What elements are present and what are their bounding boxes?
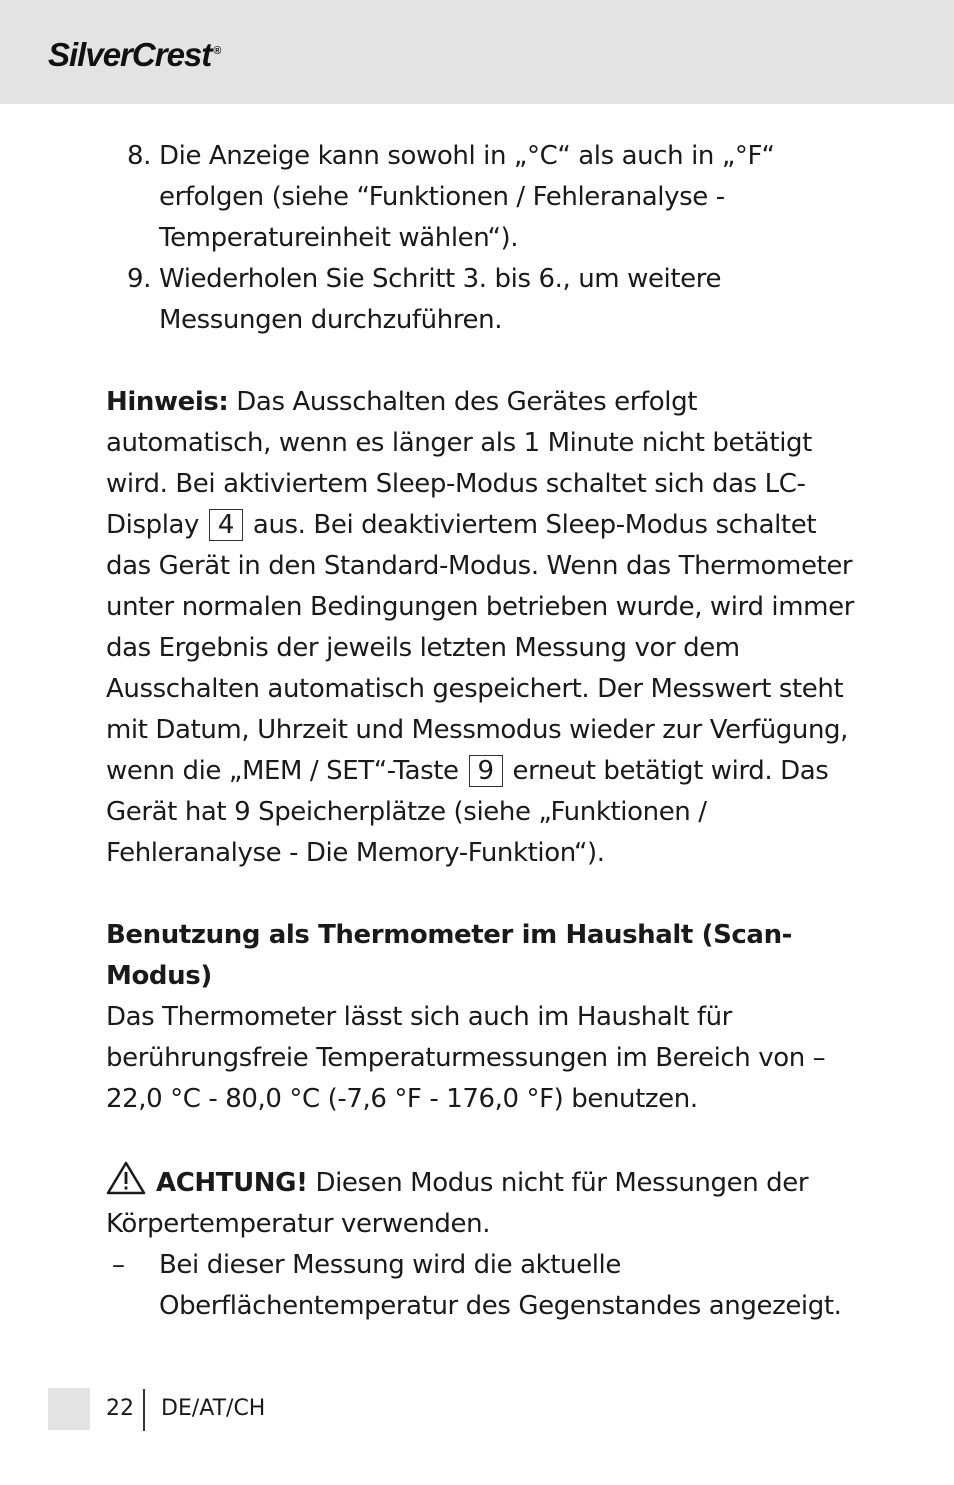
- list-item: [106, 1245, 856, 1327]
- brand-name: SilverCrest: [48, 36, 212, 73]
- page-header: [0, 0, 954, 104]
- note-label: Hinweis:: [106, 387, 229, 417]
- warning-triangle-icon: [106, 1161, 146, 1195]
- note-paragraph: [106, 382, 856, 874]
- note-text-3: erneut betätigt wird. Das Gerät hat 9 Speicherplätze (siehe „Funktionen / Fehleranalyse - Die Memory-Funktion“).: [106, 756, 829, 868]
- bullet-dash: –: [112, 1250, 125, 1280]
- reference-box-display: 4: [209, 509, 243, 541]
- warning-label: ACHTUNG!: [156, 1168, 308, 1198]
- step-8: [106, 136, 856, 259]
- brand-logo: [48, 36, 220, 74]
- region-label: DE/AT/CH: [161, 1396, 266, 1421]
- note-text-2: aus. Bei deaktiviertem Sleep-Modus schaltet das Gerät in den Standard-Modus. Wenn das Thermometer unter normalen Bedingungen betrieben wurde, wird immer das Ergebnis der jeweils letzten Messung vor dem Ausschalten automatisch gespeichert. Der Messwert steht mit Datum, Uhrzeit und Messmodus wieder zur Verfügung, wenn die „MEM / SET“-Taste: [106, 510, 854, 786]
- step-9: [106, 259, 856, 341]
- reference-box-mem-set: 9: [469, 755, 503, 787]
- footer-tab: [48, 1388, 90, 1430]
- section-body: Das Thermometer lässt sich auch im Haushalt für berührungsfreie Temperaturmessungen im Bereich von –22,0 °C - 80,0 °C (-7,6 °F - 176,0 °F) benutzen.: [106, 1002, 826, 1114]
- registered-mark: ®: [213, 45, 221, 57]
- step-number: 8.: [127, 141, 152, 171]
- warning-text: Diesen Modus nicht für Messungen der Körpertemperatur verwenden.: [106, 1168, 809, 1239]
- step-number: 9.: [127, 264, 152, 294]
- section-heading: Benutzung als Thermometer im Haushalt (Scan-Modus): [106, 920, 793, 991]
- footer-divider: [143, 1389, 145, 1431]
- page-content: [106, 136, 856, 1327]
- step-text: Die Anzeige kann sowohl in „°C“ als auch in „°F“ erfolgen (siehe “Funktionen / Fehleranalyse - Temperatureinheit wählen“).: [159, 141, 775, 253]
- page-number: 22: [106, 1396, 134, 1421]
- bullet-text: Bei dieser Messung wird die aktuelle Oberflächentemperatur des Gegenstandes angezeigt.: [159, 1250, 842, 1321]
- step-text: Wiederholen Sie Schritt 3. bis 6., um weitere Messungen durchzuführen.: [159, 264, 722, 335]
- note-text-1: Das Ausschalten des Gerätes erfolgt automatisch, wenn es länger als 1 Minute nicht betätigt wird. Bei aktiviertem Sleep-Modus schaltet sich das LC-Display: [106, 387, 812, 540]
- warning-paragraph: [106, 1161, 856, 1245]
